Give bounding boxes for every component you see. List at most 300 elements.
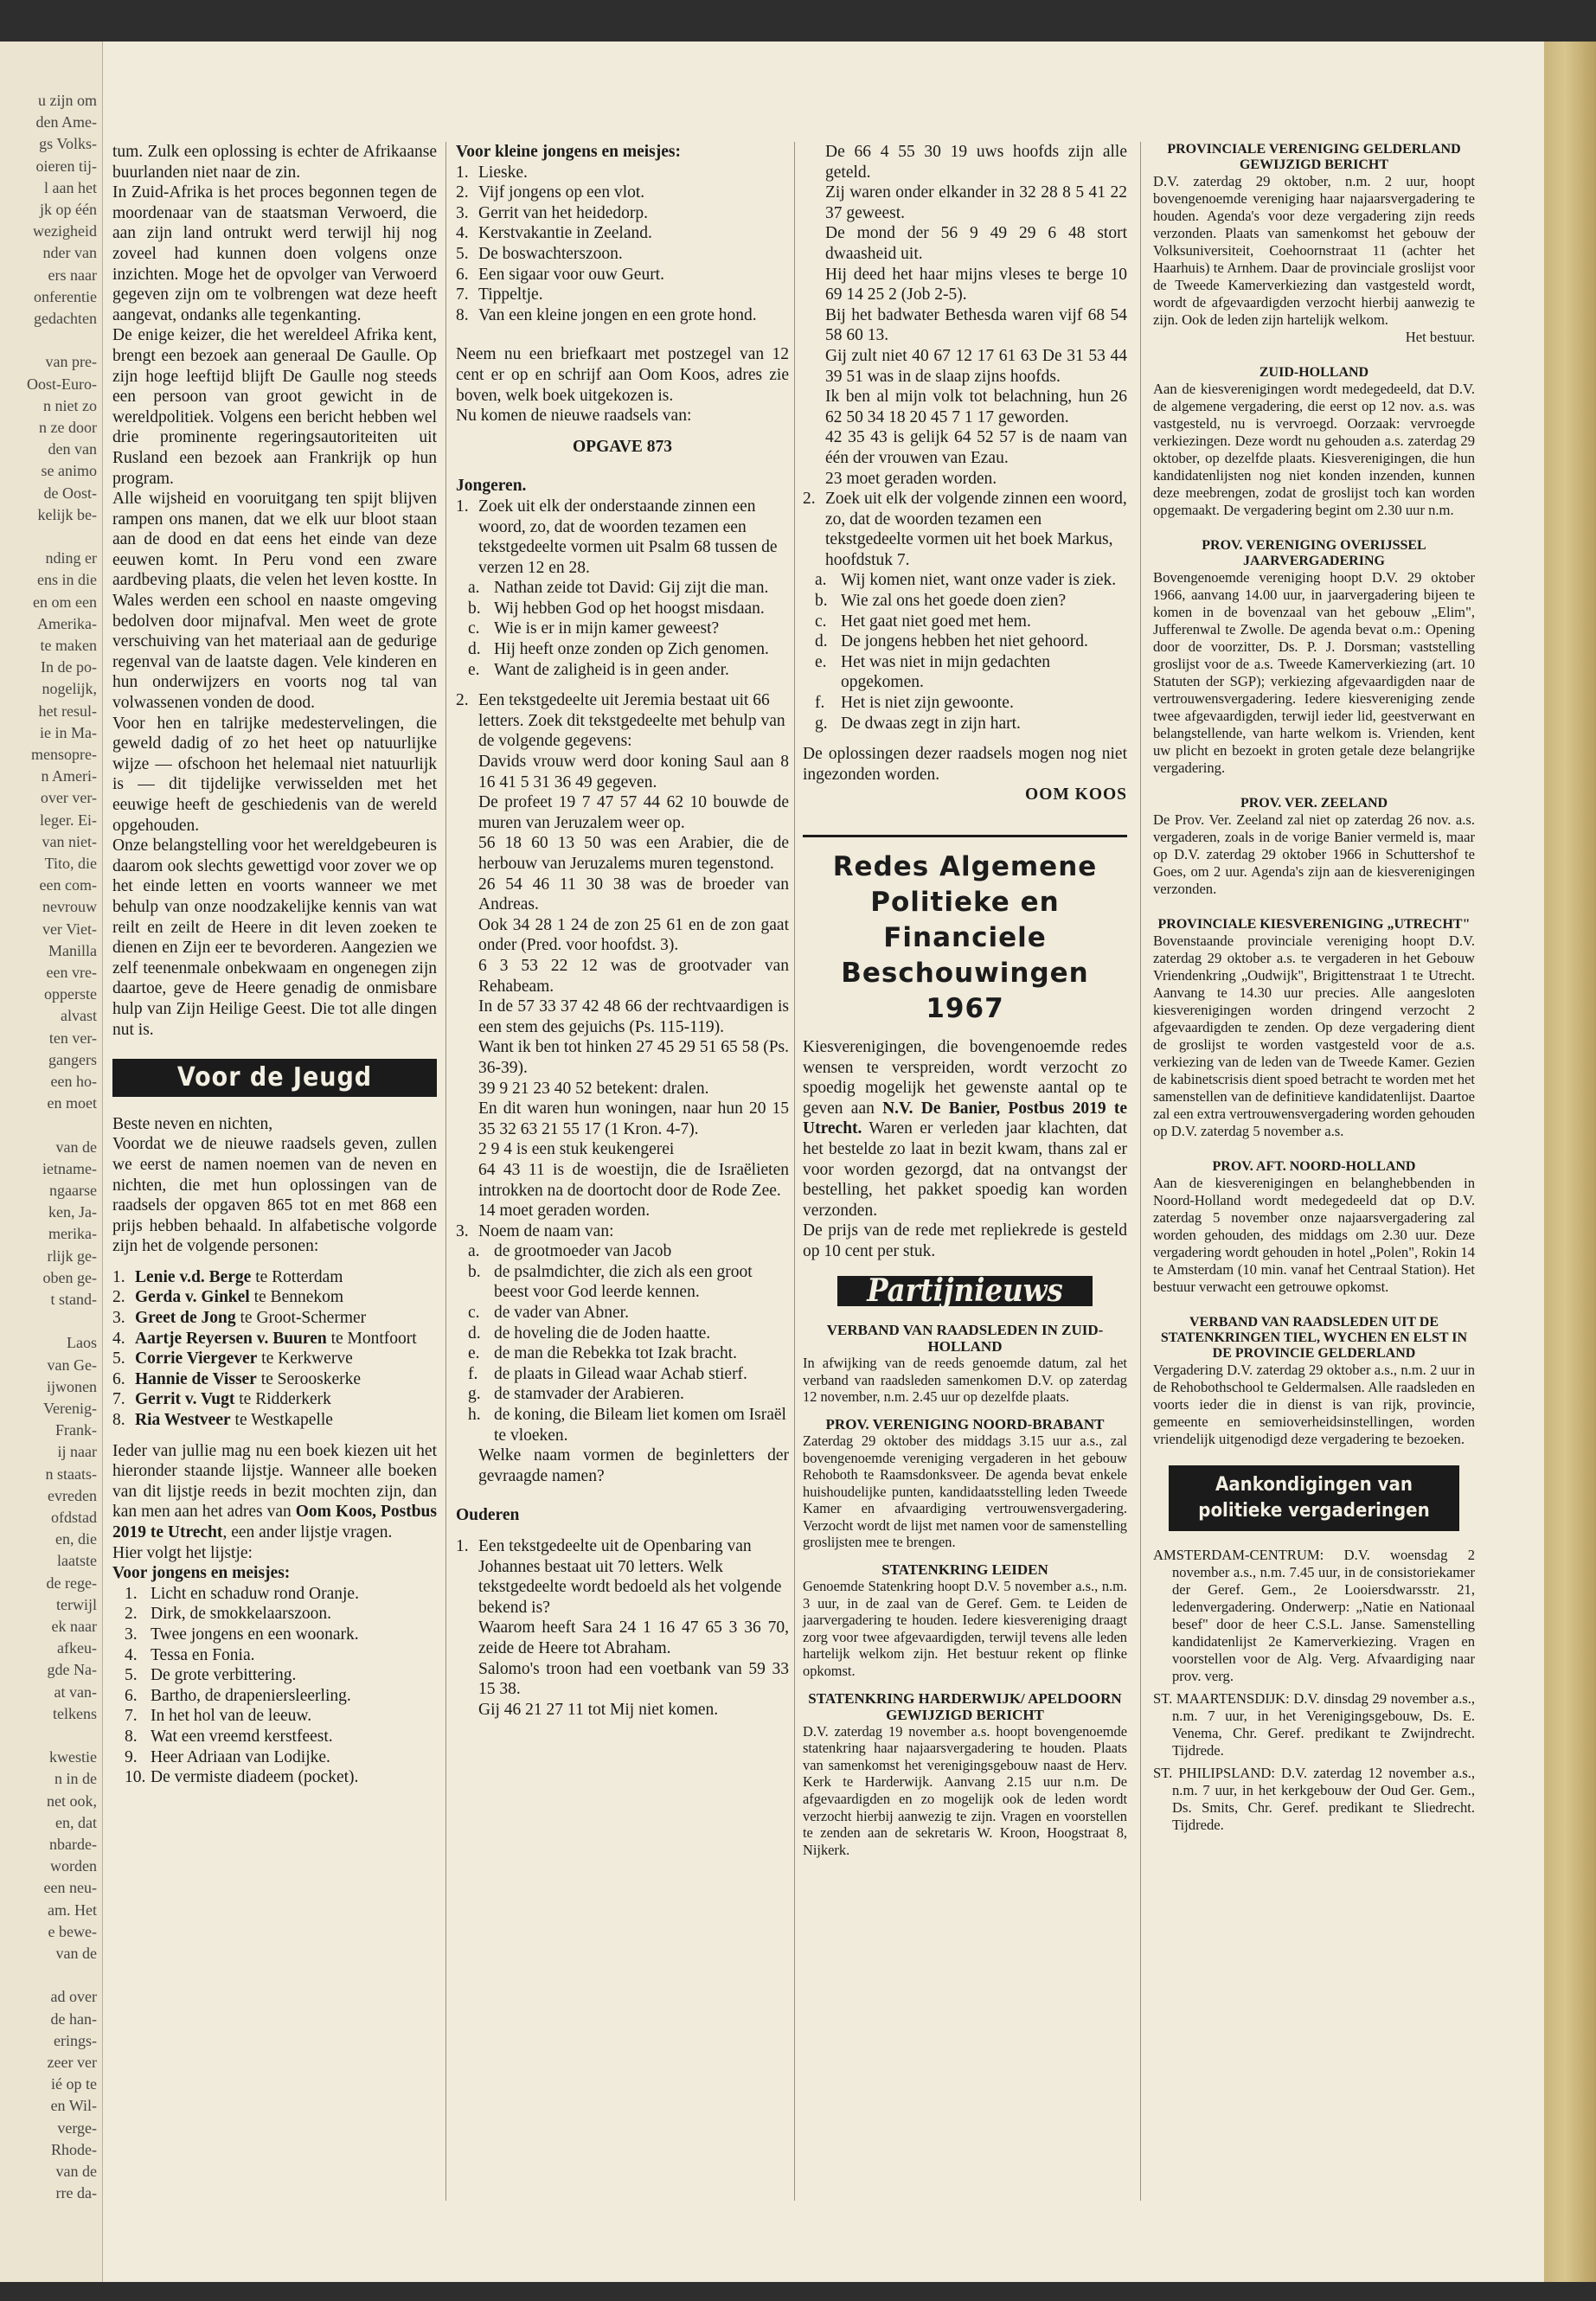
meeting-items (1153, 142, 1475, 1448)
opgave-heading: OPGAVE 873 (572, 437, 673, 456)
previous-page-fragment: In de po- (41, 658, 97, 676)
winner-text (135, 1369, 361, 1390)
previous-page-fragment: nogelijk, (42, 680, 97, 698)
new-puzzles-line: Nu komen de nieuwe raadsels van: (456, 407, 692, 426)
list-item (803, 570, 1127, 591)
voor-de-jeugd-banner: Voor de Jeugd (112, 1059, 437, 1097)
previous-page-fragment: kwestie (49, 1748, 97, 1766)
list-item (456, 660, 789, 681)
list-item (456, 599, 789, 619)
item-text: De jongens hebben het niet gehoord. (841, 632, 1088, 651)
previous-page-fragment: ens in die (37, 571, 97, 589)
item-text: Wij hebben God op het hoogst misdaan. (494, 599, 765, 618)
previous-page-fragment: een ho- (50, 1073, 97, 1090)
previous-page-fragment: van de (55, 2163, 97, 2180)
item-number: d. (468, 1324, 481, 1343)
clue-line: Want ik ben tot hinken 27 45 29 51 65 58 (Ps. 36-39). (478, 1038, 789, 1077)
previous-page-fragment: Rhode- (51, 2140, 97, 2158)
previous-page-fragment: het resul- (38, 702, 97, 720)
item-text: Twee jongens en een woonark. (151, 1625, 359, 1644)
previous-page-fragment: onferentie (34, 287, 97, 305)
ouderen-question-2: Zoek uit elk der volgende zinnen een woord, zo, dat de woorden tezamen een tekstgedeelte vormen uit het boek Markus, hoofdstuk 7. (825, 490, 1127, 569)
book-list (112, 1584, 437, 1788)
previous-page-fragment: zeer ver (47, 2054, 97, 2071)
item-text: de hoveling die de Joden haatte. (494, 1324, 711, 1343)
jongeren-label: Jongeren. (456, 477, 527, 496)
item-number: 7. (112, 1390, 125, 1409)
item-number: 4. (112, 1329, 125, 1348)
list-item (456, 578, 789, 599)
column-rule (1140, 142, 1141, 2201)
previous-page-fragment: van Ge- (47, 1356, 97, 1374)
partijnieuws-banner: Partijnieuws (837, 1276, 1093, 1307)
clue-line: De 66 4 55 30 19 uws hoofds zijn alle geteld. (825, 143, 1127, 182)
item-number: 2. (456, 183, 469, 202)
item-heading: STATENKRING HARDERWIJK/ APELDOORN GEWIJZIGD BERICHT (808, 1689, 1122, 1723)
list-item (456, 1241, 789, 1262)
column-4 (1153, 142, 1475, 1839)
item-text: In het hol van de leeuw. (151, 1707, 312, 1726)
previous-page-fragment: afkeu- (57, 1639, 97, 1657)
previous-page-fragment: nder van (42, 244, 97, 262)
item-number: d. (815, 632, 828, 651)
list-item (456, 183, 789, 203)
item-body: D.V. zaterdag 29 oktober, n.m. 2 uur, hoopt bovengenoemde vereniging haar najaarsvergadering te houden. Agenda's voor deze vergadering zijn reeds verzonden. Plaats van samenkomst het gebouw der Volksuniversiteit, Coehoornstraat 11 (achter het Haarhuis) te Arnhem. Daar de provinciale groslijst voor de Tweede Kamerverkiezing dan vastgesteld wordt, wordt de afgevaardigden verzocht hierbij aanwezig te zijn. Ook de leden zijn hartelijk welkom. (1153, 173, 1475, 328)
ouderen-label: Ouderen (456, 1506, 520, 1525)
item-number: 8. (456, 305, 469, 324)
winner-text (135, 1329, 417, 1349)
o1-clues (456, 1618, 789, 1720)
item-number: g. (468, 1385, 481, 1404)
item-number: 9. (125, 1747, 138, 1766)
item-number: 3. (456, 203, 469, 222)
previous-page-fragment: n staats- (45, 1465, 97, 1483)
announcement-list (1153, 1547, 1475, 1834)
o1-clues-continued (803, 142, 1127, 489)
item-text: de grootmoeder van Jacob (494, 1242, 672, 1261)
clue-line: Bij het badwater Bethesda waren vijf 68 54 58 60 13. (825, 305, 1127, 345)
list-item (456, 163, 789, 183)
list-item (112, 1767, 437, 1788)
list-item (456, 1343, 789, 1364)
previous-page-fragment: van de (55, 1945, 97, 1962)
winner-place: te Ridderkerk (234, 1390, 331, 1409)
item-body: Vergadering D.V. zaterdag 29 oktober a.s., n.m. 2 uur in de Rehobothschool te Geldermalsen. Alle raadsleden en voorts ieder die in dienst is van rijk, provincie, gemeente en semioverheidsinstellingen, worden vriendelijk uitgenodigd deze vergadering te bezoeken. (1153, 1362, 1475, 1447)
previous-page-fragment: rlijk ge- (47, 1247, 97, 1265)
clue-line: Zij waren onder elkander in 32 28 8 5 41 22 37 geweest. (825, 183, 1127, 222)
previous-page-fragment: en, dat (55, 1813, 97, 1831)
winner-name: Gerrit v. Vugt (135, 1390, 235, 1409)
clue-line: In de 57 33 37 42 48 66 der rechtvaardigen is een stem des gejuichs (Ps. 115-119). (478, 997, 789, 1036)
list-item (456, 1262, 789, 1303)
books-paragraph: Ieder van jullie mag nu een boek kiezen uit het hieronder staande lijstje. Wanneer alle boeken van dit lijstje reeds in bezit mochten zijn, dan kan men aan het adres van Oom Koos, Postbus 2019 te Utrecht, een ander lijstje vragen. (112, 1441, 437, 1541)
previous-page-fragment: telkens (53, 1704, 97, 1722)
item-number: d. (468, 640, 481, 659)
list-item (112, 1625, 437, 1645)
previous-page-fragment: n Ameri- (41, 767, 97, 785)
item-text: Het gaat niet goed met hem. (841, 612, 1031, 631)
item-text: Dirk, de smokkelaarszoon. (151, 1605, 332, 1624)
paragraph: In Zuid-Afrika is het proces begonnen tegen de moordenaar van de staatsman Verwoerd, die aan zijn land ontrukt werd terwijl hij nog zoveel had kunnen doen volgens onze inzichten. Moge het de opvolger van Verwoerd gegeven zijn om te volbrengen wat deze heeft aangevat, ondanks alle tegenkanting. (112, 183, 437, 324)
column-rule (794, 142, 795, 2201)
previous-page-fragment: Manilla (48, 941, 97, 959)
item-body: Aan de kiesverenigingen en belanghebbenden in Noord-Holland wordt medegedeeld dat op D.V. zaterdag 5 november onze najaarsvergadering zal worden gehouden, des middags om 2.30 uur. Deze vergadering wordt gehouden in hotel „Polen", Rokin 14 te Amsterdam (10 min. vanaf het Centraal Station). Het bestuur verwacht een getrouwe opkomst. (1153, 1175, 1475, 1295)
previous-page-fragment: Amerika- (37, 614, 97, 632)
previous-page-fragment: den Ame- (35, 113, 97, 131)
list-item (456, 1405, 789, 1445)
list-item (112, 1584, 437, 1605)
previous-page-fragment: Frank- (55, 1421, 97, 1439)
question-list: 3. Noem de naam van: (456, 1221, 614, 1240)
column-rule (445, 142, 446, 2201)
item-number: c. (815, 612, 827, 631)
item-text: de vader van Abner. (494, 1304, 629, 1323)
previous-page-fragment: en, die (55, 1530, 97, 1548)
clue-line: Salomo's troon had een voetbank van 59 33 15 38. (478, 1659, 789, 1699)
clue-line: 56 18 60 13 50 was een Arabier, die de herbouw van Jeruzalems muren tegenstond. (478, 834, 789, 873)
winner-text (135, 1389, 331, 1410)
item-text: Wij komen niet, want onze vader is ziek. (841, 571, 1117, 590)
item-text: de plaats in Gilead waar Achab stierf. (494, 1364, 747, 1383)
announcement: AMSTERDAM-CENTRUM: D.V. woensdag 2 november a.s., n.m. 7.45 uur, in de consistoriekamer der Geref. Gem., 2e Looiersdwarsstr. 21, ledenvergadering. Onderwerp: „Natie en Nationaal besef" door de heer C.S.L. Janse. Samenstelling kandidatenlijst 2e Kamerverkiezing. Vragen en voorstellen voor de Alg. Verg. Afvaardiging naar prov. verg. (1153, 1547, 1475, 1684)
winner-place: te Rotterdam (251, 1267, 343, 1286)
previous-page-fragment: laatste (57, 1552, 97, 1570)
clue-line: En dit waren hun woningen, naar hun 20 15 35 32 63 21 55 17 (1 Kron. 4-7). (478, 1099, 789, 1138)
item-number: 7. (125, 1707, 138, 1726)
item-text: Lieske. (478, 163, 528, 182)
previous-page-fragment: een neu- (43, 1879, 97, 1897)
previous-page-fragment: kelijk be- (37, 505, 97, 523)
previous-page-fragment: n niet zo (43, 396, 97, 414)
item-number: a. (468, 1242, 480, 1261)
item-text: Hij heeft onze zonden op Zich genomen. (494, 640, 769, 659)
item-heading: PROV. VER. ZEELAND (1240, 796, 1388, 811)
question-list: 2. Een tekstgedeelte uit Jeremia bestaat uit 66 letters. Zoek dit tekstgedeelte met behulp van de volgende gegevens: (456, 690, 789, 752)
item-text: Vijf jongens op een vlot. (478, 183, 645, 202)
previous-page-edge (0, 42, 103, 2282)
winner-place: te Groot-Schermer (235, 1309, 367, 1328)
item-number: 5. (125, 1666, 138, 1685)
previous-page-fragment: merika- (48, 1225, 97, 1243)
list-item (456, 1384, 789, 1405)
item-text: Tessa en Fonia. (151, 1645, 255, 1664)
item-heading: VERBAND VAN RAADSLEDEN UIT DE STATENKRINGEN TIEL, WYCHEN EN ELST IN DE PROVINCIE GELDERLAND (1160, 1315, 1468, 1361)
clue-line: 23 moet geraden worden. (825, 469, 997, 488)
previous-page-fragment: een vre- (46, 964, 97, 981)
item-body: Genoemde Statenkring hoopt D.V. 5 november a.s., n.m. 3 uur, in de zaal van de Geref. Gem. te Leiden de jaarvergadering te houden. Iedere kiesvereniging draagt zorg voor twee afgevaardigden, terwijl tevens alle leden hartelijk welkom zijn. Het bestuur rekent op flinke opkomst. (803, 1578, 1127, 1680)
clue-line: 14 moet geraden worden. (478, 1202, 651, 1221)
divider (803, 835, 1127, 837)
item-number: a. (468, 579, 480, 598)
item-text: de koning, die Bileam liet komen om Israël te vloeken. (494, 1406, 786, 1445)
winners-list (112, 1267, 437, 1431)
boys-girls-label: Voor jongens en meisjes: (112, 1564, 291, 1583)
previous-page-fragment: Laos (67, 1334, 97, 1352)
item-number: a. (815, 571, 827, 590)
previous-page-fragment: te maken (40, 637, 97, 654)
item-text: Wat een vreemd kerstfeest. (151, 1727, 333, 1746)
item-number: f. (815, 694, 825, 713)
winner-text (135, 1267, 343, 1288)
partij-items (803, 1322, 1127, 1858)
list-label: Hier volgt het lijstje: (112, 1543, 253, 1562)
question-2: Een tekstgedeelte uit Jeremia bestaat uit 66 letters. Zoek dit tekstgedeelte met behulp van de volgende gegevens: (478, 691, 785, 751)
address: Oom Koos, Postbus 2019 te Utrecht (112, 1503, 437, 1541)
item-number: 3. (125, 1625, 138, 1644)
previous-page-fragment: van pre- (45, 353, 97, 371)
item-text: Want de zaligheid is in geen ander. (494, 660, 729, 679)
intro-paragraph: Voordat we de nieuwe raadsels geven, zullen we eerst de namen noemen van de neven en nichten, die met hun oplossingen van de raadsels der opgaven 865 tot en met 868 een prijs hebben behaald. In alfabetische volgorde zijn het de volgende personen: (112, 1135, 437, 1256)
previous-page-fragment: oieren tij- (35, 157, 97, 175)
previous-page-fragment: en moet (47, 1094, 97, 1112)
list-item (456, 285, 789, 305)
item-number: 6. (112, 1369, 125, 1388)
winner-item (112, 1287, 437, 1308)
q1-items (456, 578, 789, 680)
previous-page-fragment: n ze door (39, 419, 97, 436)
winner-text (135, 1349, 353, 1369)
previous-page-fragment: u zijn om (38, 92, 97, 109)
item-number: 1. (112, 1267, 125, 1286)
item-number: e. (468, 1344, 480, 1363)
winner-name: Aartje Reyersen v. Buuren (135, 1329, 327, 1348)
question-list: 1. Een tekstgedeelte uit de Openbaring van Johannes bestaat uit 70 letters. Welk tekstgedeelte wordt bedoeld als het volgende bekend is? (456, 1536, 789, 1618)
list-item (112, 1686, 437, 1707)
previous-page-fragment: Tito, die (44, 855, 97, 872)
item-heading: PROV. AFT. NOORD-HOLLAND (1212, 1159, 1416, 1174)
item-heading: PROV. VERENIGING NOORD-BRABANT (825, 1415, 1105, 1433)
item-body: In afwijking van de reeds genoemde datum, zal het verband van raadsleden samenkomen D.V. op zaterdag 12 november, n.m. 2.45 uur op dezelfde plaats. (803, 1355, 1127, 1406)
clue-line: Davids vrouw werd door koning Saul aan 8 16 41 5 31 36 49 gegeven. (478, 753, 789, 792)
winner-place: te Kerkwerve (257, 1349, 353, 1368)
winner-name: Gerda v. Ginkel (135, 1288, 250, 1307)
winner-item (112, 1369, 437, 1390)
announcement: ST. PHILIPSLAND: D.V. zaterdag 12 november a.s., n.m. 7 uur, in het kerkgebouw der Oud Ger. Gem., Ds. Smits, Chr. Geref. predikant te Sliedrecht. Tijdrede. (1153, 1765, 1475, 1833)
item-heading: PROVINCIALE VERENIGING GELDERLAND GEWIJZIGD BERICHT (1167, 142, 1461, 172)
banner-line: Aankondigingen van (1215, 1474, 1413, 1496)
winner-item (112, 1349, 437, 1369)
aankondigingen-banner (1169, 1465, 1459, 1531)
clue-line: Ook 34 28 1 24 de zon 25 61 en de zon gaat onder (Pred. voor hoofdst. 3). (478, 915, 789, 955)
winner-item (112, 1267, 437, 1288)
solutions-note: De oplossingen dezer raadsels mogen nog niet ingezonden worden. (803, 745, 1127, 784)
previous-page-fragment: van de (55, 1138, 97, 1156)
item-body: Bovengenoemde vereniging hoopt D.V. 29 oktober 1966, aanvang 14.00 uur, in jaarvergadering bijeen te komen in de bovenzaal van het gebouw „Elim", Jufferenwal te Zwolle. De agenda bevat o.m.: Opening door de voorzitter, Ds. P. J. Dorsman; vaststelling groslijst voor de a.s. Tweede Kamerverkiezing (art. 10 Statuten der SGP); verkiezing afgevaardigden naar de vertrouwensvergadering. Iedere kiesvereniging zende twee afgevaardigden, terwijl ieder lid, geestverwant en belangstellende, van harte welkom is. Vrienden, kent uw plicht en bezoekt in groten getale deze belangrijke vergadering. (1153, 569, 1475, 776)
list-item (112, 1645, 437, 1666)
item-text: de psalmdichter, die zich als een groot beest voor God leerde kennen. (494, 1262, 753, 1302)
item-number: c. (468, 619, 480, 638)
winner-text (135, 1287, 343, 1308)
winner-item (112, 1308, 437, 1329)
previous-page-fragment: leger. Ei- (40, 811, 97, 829)
winner-item (112, 1329, 437, 1349)
list-item (803, 652, 1127, 693)
previous-page-fragment: opperste (44, 985, 97, 1003)
previous-page-fragment: rre da- (55, 2184, 97, 2202)
column-2 (456, 142, 789, 1720)
previous-page-fragment: ofdstad (51, 1509, 97, 1526)
q2-clues (456, 752, 789, 1221)
item-number: c. (468, 1304, 480, 1323)
item-heading: PROV. VERENIGING OVERIJSSEL JAARVERGADERING (1202, 538, 1426, 568)
previous-page-fragment: l aan het (44, 178, 97, 196)
ouderen-question-1: Een tekstgedeelte uit de Openbaring van Johannes bestaat uit 70 letters. Welk tekstgedeelte wordt bedoeld als het volgende bekend is? (478, 1537, 782, 1617)
item-body: Bovenstaande provinciale vereniging hoopt D.V. zaterdag 29 oktober a.s. te vergaderen in het Gebouw Vriendenkring „Oudwijk", Brigittenstraat 1 te Utrecht. Aanvang te 14.30 uur precies. Alle aangesloten kiesverenigingen worden dringend verzocht 2 afgevaardigden te zenden. Op deze vergadering dient de groslijst te worden vastgesteld voor de a.s. verkiezing van de leden van de Tweede Kamer. Gezien de kabinetscrisis dient spoed betracht te worden met het samenstellen van de definitieve kandidatenlijst. Daartoe zal een extra vertrouwensvergadering worden gehouden op D.V. zaterdag 5 november a.s. (1153, 933, 1475, 1139)
list-item (803, 591, 1127, 612)
previous-page-fragment: am. Het (48, 1900, 97, 1919)
winner-place: te Montfoort (326, 1329, 417, 1348)
list-item (456, 639, 789, 660)
previous-page-fragment: ten ver- (48, 1029, 97, 1047)
previous-page-fragment: ie in Ma- (40, 723, 97, 741)
winner-name: Ria Westveer (135, 1411, 231, 1430)
list-item (112, 1727, 437, 1747)
previous-page-fragment: gs Volks- (39, 135, 97, 153)
winner-name: Hannie de Visser (135, 1369, 257, 1388)
redes-price: De prijs van de rede met repliekrede is gesteld op 10 cent per stuk. (803, 1221, 1127, 1260)
question-list: 1. Zoek uit elk der onderstaande zinnen een woord, zo, dat de woorden tezamen een tekstgedeelte vormen uit Psalm 68 tussen de verzen 12 en 28. (456, 497, 789, 578)
small-kids-label: Voor kleine jongens en meisjes: (456, 143, 681, 161)
item-signature: Het bestuur. (1405, 329, 1475, 345)
clue-line: De mond der 56 9 49 29 6 48 stort dwaasheid uit. (825, 224, 1127, 263)
item-text: Een sigaar voor ouw Geurt. (478, 265, 664, 284)
previous-page-fragment: de rege- (46, 1574, 97, 1592)
item-number: 5. (112, 1349, 125, 1368)
o2-items (803, 570, 1127, 734)
item-number: h. (468, 1406, 481, 1425)
previous-page-fragment: ié op te (51, 2075, 97, 2093)
item-heading: VERBAND VAN RAADSLEDEN IN ZUID-HOLLAND (826, 1322, 1104, 1356)
item-text: Wie zal ons het goede doen zien? (841, 592, 1067, 611)
q3-items (456, 1241, 789, 1445)
paragraph: Voor hen en talrijke medestervelingen, die geweld dadig of zo het heet op natuurlijke wijze — ofschoon het helemaal niet natuurlijk is — dit tijdelijke verwisselden met het eeuwige heeft de geschiedenis van de wereld opgehouden. (112, 714, 437, 835)
previous-page-fragment: ver Viet- (42, 920, 97, 938)
list-item (456, 265, 789, 285)
banner-line: politieke vergaderingen (1198, 1500, 1430, 1522)
book-list-small (456, 163, 789, 326)
previous-page-fragment: ek naar (51, 1618, 97, 1635)
previous-page-fragment: ngaarse (49, 1182, 97, 1199)
paragraph: Alle wijsheid en vooruitgang ten spijt blijven rampen ons manen, dat we elk uur bloot staan aan de dood en dat eens het einde van deze eeuwen komt. In Peru vond een zware aardbeving plaats, die velen het leven kostte. In Wales werden een school en naaste omgeving bedolven door mijnafval. Men weet de grote verschuiving van het materiaal aan de gedurige regenval van de laatste dagen. Vele kinderen en hun onderwijzers en voorts nog tal van volwassenen vonden de dood. (112, 490, 437, 713)
previous-page-fragment: mensopre- (31, 746, 97, 763)
clue-line: Ik ben al mijn volk tot belachning, hun 26 62 50 34 18 20 45 7 1 17 geworden. (825, 388, 1127, 426)
signature: OOM KOOS (1025, 785, 1127, 804)
previous-page-fragment: verge- (57, 2118, 97, 2137)
previous-page-fragment: ij naar (57, 1443, 97, 1461)
item-number: 2. (112, 1288, 125, 1307)
item-text: De grote verbittering. (151, 1666, 297, 1685)
previous-page-fragment: en Wil- (50, 2097, 97, 2115)
item-number: 8. (125, 1727, 138, 1746)
item-heading: PROVINCIALE KIESVERENIGING „UTRECHT" (1157, 917, 1471, 932)
winner-text (135, 1308, 366, 1329)
item-number: f. (468, 1364, 478, 1383)
winner-place: te Westkapelle (230, 1411, 333, 1430)
redes-headline: Redes Algemene Politieke en Financiele Beschouwingen 1967 (832, 851, 1098, 1024)
banier-address: N.V. De Banier, Postbus 2019 te Utrecht. (803, 1099, 1127, 1138)
item-text: Licht en schaduw rond Oranje. (151, 1584, 359, 1603)
previous-page-fragment: oben ge- (42, 1268, 97, 1286)
previous-page-fragment: alvast (61, 1007, 97, 1025)
item-number: 5. (456, 244, 469, 263)
previous-page-fragment: ers naar (48, 266, 97, 284)
winner-name: Corrie Viergever (135, 1349, 258, 1368)
previous-page-fragment: evreden (48, 1486, 97, 1504)
item-number: 10. (125, 1768, 146, 1787)
item-text: de stamvader der Arabieren. (494, 1385, 684, 1404)
item-body: D.V. zaterdag 19 november a.s. hoopt bovengenoemde statenkring haar najaarsvergadering te houden. Plaats van samenkomst het verenigingsgebouw naast de Herv. Kerk te Harderwijk. Aanvang 2.15 uur n.m. De afgevaardigden en zo mogelijk ook de leden wordt verzocht hierbij aanwezig te zijn. Vragen en voorstellen te zenden aan de sekretaris W. Kroon, Hoogstraat 8, Nijkerk. (803, 1722, 1127, 1858)
winner-name: Lenie v.d. Berge (135, 1267, 252, 1286)
list-item (803, 631, 1127, 652)
previous-page-fragment: e bewe- (48, 1922, 97, 1940)
previous-page-fragment: n in de (54, 1770, 97, 1788)
list-item (456, 203, 789, 224)
previous-page-fragment: gde Na- (47, 1661, 97, 1679)
previous-page-fragment: de Oost- (43, 484, 97, 502)
item-text: Tippeltje. (478, 285, 543, 304)
item-text: de man die Rebekka tot Izak bracht. (494, 1344, 738, 1363)
previous-page-fragment: over ver- (40, 789, 97, 807)
previous-page-fragment: worden (50, 1857, 97, 1875)
list-item (456, 244, 789, 265)
clue-line: 26 54 46 11 30 38 was de broeder van Andreas. (478, 875, 789, 914)
item-heading: STATENKRING LEIDEN (881, 1561, 1048, 1579)
item-number: b. (468, 1262, 481, 1281)
item-number: 1. (456, 163, 469, 182)
list-item (456, 1303, 789, 1324)
previous-page-fragment: wezigheid (33, 222, 97, 240)
previous-page-fragment: Oost-Euro- (27, 375, 97, 393)
previous-page-fragment: een com- (39, 876, 97, 894)
previous-page-fragment: at van- (54, 1682, 97, 1701)
clue-line: 42 35 43 is gelijk 64 52 57 is de naam van één der vrouwen van Ezau. (825, 428, 1127, 467)
previous-page-fragment: den van (48, 440, 97, 458)
previous-page-fragment: Verenig- (43, 1400, 97, 1417)
postcard-paragraph: Neem nu een briefkaart met postzegel van 12 cent er op en schrijf aan Oom Koos, adres zie boven, welk boek uitgekozen is. (456, 345, 789, 405)
item-text: Het was niet in mijn gedachten opgekomen. (841, 652, 1051, 692)
list-item (803, 693, 1127, 714)
winner-name: Greet de Jong (135, 1309, 236, 1328)
paragraph: Onze belangstelling voor het wereldgebeuren is daarom ook slechts gewettigd voor zover we op het einde letten en voorts wanneer we met behulp van onze noodzakelijke kennis van wat reilt en zeilt de Heere in dit leven zoeken te dienen en Zijn eer te bevorderen. Aangezien we zelf teenenmale onbekwaam en ongenegen zijn daartoe, geve de Heere genadig de onmisbare hulp van Zijn Heilige Geest. Die tot alle dingen nut is. (112, 836, 437, 1039)
list-item (456, 1324, 789, 1344)
previous-page-fragment: erings- (54, 2031, 97, 2049)
winner-place: te Bennekom (249, 1288, 344, 1307)
previous-page-fragment: t stand- (50, 1291, 97, 1308)
previous-page-fragment: terwijl (56, 1595, 97, 1613)
previous-page-fragment: ken, Ja- (48, 1203, 97, 1221)
previous-page-fragment: en om een (33, 593, 97, 611)
previous-page-fragment: ietname- (42, 1159, 97, 1177)
previous-page-fragment: de han- (50, 2009, 97, 2028)
clue-line: 2 9 4 is een stuk keukengerei (478, 1140, 675, 1159)
clue-line: 39 9 21 23 40 52 betekent: dralen. (478, 1079, 709, 1098)
paragraph: tum. Zulk een oplossing is echter de Afrikaanse buurlanden niet naar de zin. (112, 143, 437, 182)
previous-page-fragment: se animo (41, 462, 97, 480)
item-number: 6. (456, 265, 469, 284)
previous-page-fragment: nevrouw (42, 898, 97, 916)
clue-line: Hij deed het haar mijns vleses te berge 10 69 14 25 2 (Job 2-5). (825, 265, 1127, 304)
item-text: Kerstvakantie in Zeeland. (478, 224, 652, 243)
item-text: De boswachterszoon. (478, 244, 623, 263)
list-item (112, 1604, 437, 1625)
item-text: Van een kleine jongen en een grote hond. (478, 305, 757, 324)
list-item (456, 619, 789, 639)
item-body: Aan de kiesverenigingen wordt medegedeeld, dat D.V. de algemene vergadering, die eerst op 12 nov. a.s. was vastgesteld, nu is vervroegd. Oorzaak: vervroegde verkiezingen. Deze wordt nu gehouden a.s. zaterdag 29 oktober, op dezelfde plaats. Kiesverenigingen, die hun kandidatenlijsten nog niet konden inzenden, kunnen deze meebrengen, zodat de groslijst toch kan worden opgemaakt. De vergadering begint om 2.30 uur n.m. (1153, 381, 1475, 518)
item-body: Zaterdag 29 oktober des middags 3.15 uur a.s., zal bovengenoemde vereniging vergaderen in het gebouw Rehoboth te Raamsdonksveer. De agenda bevat enkele huishoudelijke punten, kandidaatsstelling leden Tweede Kamer en afvaardiging vertrouwensvergadering. Verzocht wordt de lijst met namen voor de samenstelling groslijsten mee te brengen. (803, 1432, 1127, 1551)
item-number: 3. (112, 1309, 125, 1328)
paragraph: De enige keizer, die het wereldeel Afrika kent, brengt een bezoek aan generaal De Gaulle. Op zijn hoge leeftijd blijft De Gaulle nog steeds een persoon van groot gewicht in de wereldpolitiek. Volgens een bericht hebben wel drie prominente regeringsautoriteiten uit Rusland een bezoek aan Frankrijk op hun program. (112, 326, 437, 488)
previous-page-fragment: ijwonen (47, 1377, 97, 1395)
